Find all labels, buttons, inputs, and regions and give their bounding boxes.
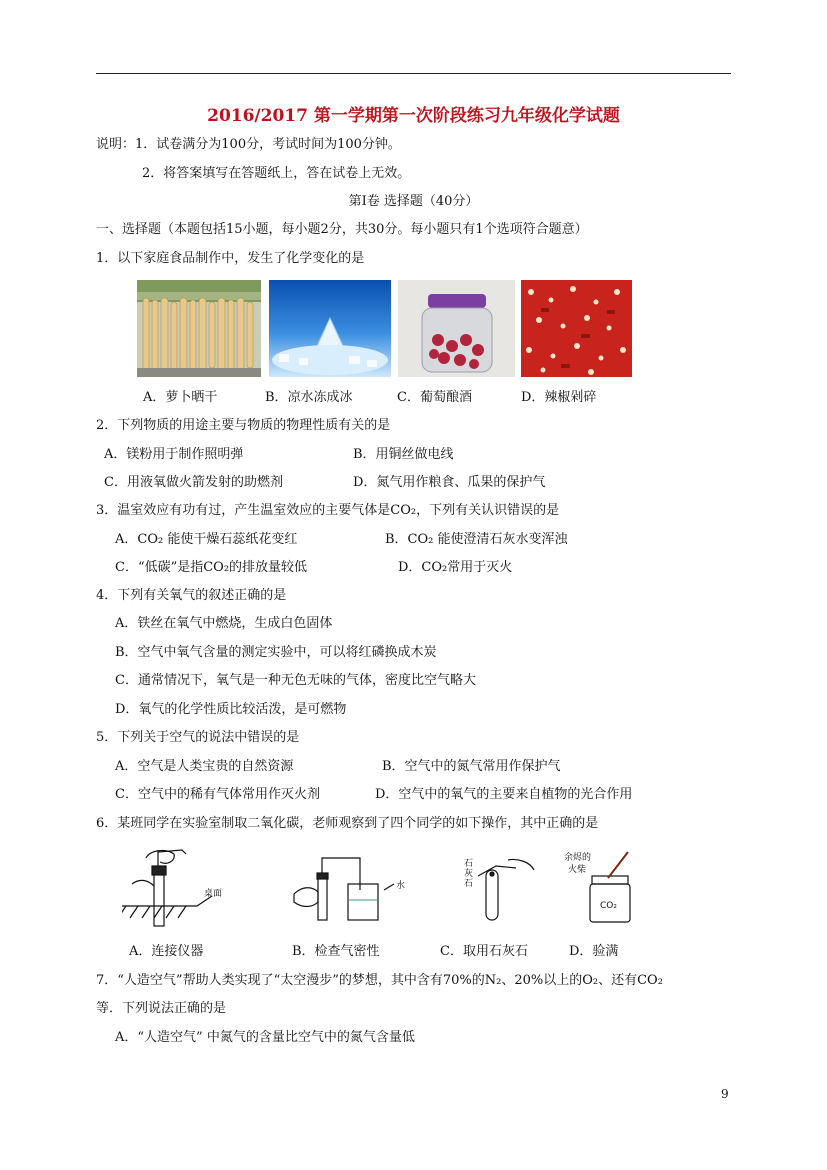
q2-option-c: C．用液氧做火箭发射的助燃剂 <box>104 475 283 490</box>
q1-option-d: D．辣椒剁碎 <box>521 390 597 405</box>
q3-option-b: B．CO₂ 能使澄清石灰水变浑浊 <box>385 532 568 547</box>
q1-option-c: C．葡萄酿酒 <box>397 390 472 405</box>
q1-option-b: B．凉水冻成冰 <box>265 390 353 405</box>
q6-stem: 6．某班同学在实验室制取二氧化碳，老师观察到了四个同学的如下操作，其中正确的是 <box>96 816 599 831</box>
q6-option-d: D．验满 <box>569 944 619 959</box>
fig-b-airtightness <box>294 858 394 920</box>
q6-option-b: B．检查气密性 <box>292 944 380 959</box>
q7-stem-2: 等．下列说法正确的是 <box>96 1001 227 1016</box>
q5-option-b: B．空气中的氮气常用作保护气 <box>382 759 561 774</box>
q4-option-a: A．铁丝在氧气中燃烧，生成白色固体 <box>115 616 333 631</box>
q3-option-a: A．CO₂ 能使干燥石蕊纸花变红 <box>115 532 298 547</box>
q5-option-c: C．空气中的稀有气体常用作灭火剂 <box>115 787 320 802</box>
ice-image <box>269 280 391 377</box>
q3-option-d: D．CO₂常用于灭火 <box>398 560 513 575</box>
q1-option-a: A．萝卜晒干 <box>143 390 218 405</box>
page-number: 9 <box>721 1087 729 1101</box>
grape-wine-jar-image <box>398 280 515 377</box>
q6-option-a: A．连接仪器 <box>129 944 204 959</box>
q4-option-c: C．通常情况下，氧气是一种无色无味的气体，密度比空气略大 <box>115 673 476 688</box>
q5-option-d: D．空气中的氧气的主要来自植物的光合作用 <box>375 787 633 802</box>
fig-d-label-1: 余烬的 <box>564 853 592 863</box>
note-2: 2．将答案填写在答题纸上，答在试卷上无效。 <box>142 166 411 181</box>
q2-option-d: D．氮气用作粮食、瓜果的保护气 <box>353 475 546 490</box>
q4-stem: 4．下列有关氧气的叙述正确的是 <box>96 588 287 603</box>
fig-c-label-1: 石 <box>464 859 474 869</box>
q2-option-b: B．用铜丝做电线 <box>353 447 454 462</box>
radish-drying-image <box>137 280 261 377</box>
chopped-chili-image <box>521 280 632 377</box>
q2-stem: 2．下列物质的用途主要与物质的物理性质有关的是 <box>96 418 391 433</box>
fig-d-label-2: 火柴 <box>568 865 587 875</box>
fig-d-test-full <box>590 852 630 922</box>
q7-stem: 7．“人造空气”帮助人类实现了“太空漫步”的梦想，其中含有70%的N₂、20%以上的O₂、还有CO₂ <box>96 973 663 988</box>
q4-option-d: D．氧气的化学性质比较活泼，是可燃物 <box>115 702 347 717</box>
fig-b-label: 水 <box>396 881 406 891</box>
fig-d-label-3: CO₂ <box>600 901 617 911</box>
exam-title: 2016/2017 第一学期第一次阶段练习九年级化学试题 <box>207 106 620 126</box>
note-1: 说明：1．试卷满分为100分，考试时间为100分钟。 <box>96 137 401 152</box>
q7-option-a: A．“人造空气” 中氮气的含量比空气中的氮气含量低 <box>115 1030 415 1045</box>
fig-c-take-limestone <box>478 859 534 920</box>
fig-c-label-3: 石 <box>464 879 474 889</box>
q3-option-c: C．“低碳”是指CO₂的排放量较低 <box>115 560 308 575</box>
fig-a-label: 桌面 <box>204 889 223 899</box>
q6-option-c: C．取用石灰石 <box>440 944 528 959</box>
fig-c-label-2: 灰 <box>464 869 474 879</box>
q3-stem: 3．温室效应有功有过，产生温室效应的主要气体是CO₂，下列有关认识错误的是 <box>96 503 560 518</box>
q1-stem: 1．以下家庭食品制作中，发生了化学变化的是 <box>96 251 365 266</box>
section-intro: 一、选择题（本题包括15小题，每小题2分，共30分。每小题只有1个选项符合题意） <box>96 222 588 237</box>
q4-option-b: B．空气中氧气含量的测定实验中，可以将红磷换成木炭 <box>115 645 437 660</box>
fig-a-connect-apparatus <box>122 850 212 926</box>
q5-option-a: A．空气是人类宝贵的自然资源 <box>115 759 294 774</box>
header-rule <box>96 73 731 74</box>
q5-stem: 5．下列关于空气的说法中错误的是 <box>96 730 300 745</box>
section-heading: 第Ⅰ卷 选择题（40分） <box>348 194 479 209</box>
q2-option-a: A．镁粉用于制作照明弹 <box>104 447 244 462</box>
q6-figures <box>122 848 642 928</box>
